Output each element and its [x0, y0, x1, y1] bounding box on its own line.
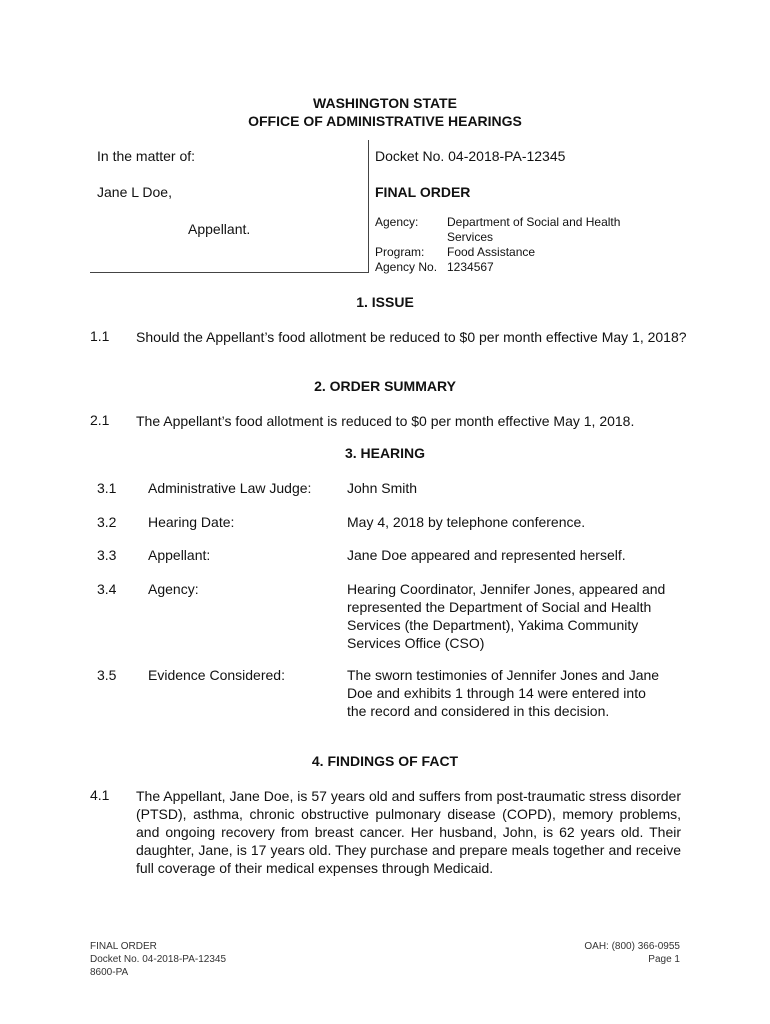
footer-phone: OAH: (800) 366-0955 [584, 941, 680, 952]
order-summary-heading: 2. ORDER SUMMARY [314, 378, 456, 394]
findings-number: 4.1 [90, 787, 110, 803]
hearing-row-label: Appellant: [148, 547, 211, 563]
findings-heading: 4. FINDINGS OF FACT [311, 753, 459, 769]
hearing-row-number: 3.3 [97, 547, 117, 563]
agency-value: Department of Social and Health Services [447, 215, 621, 244]
hearing-row-number: 3.5 [97, 667, 117, 683]
footer-right [584, 940, 680, 966]
hearing-row-number: 3.1 [97, 480, 117, 496]
program-value: Food Assistance [447, 245, 536, 259]
issue-text: Should the Appellant’s food allotment be reduced to $0 per month effective May 1, 2018? [136, 329, 687, 345]
header-state: WASHINGTON STATE [313, 95, 457, 111]
hearing-row-label: Evidence Considered: [148, 667, 285, 683]
program-label: Program: [375, 245, 425, 259]
hearing-row-value: May 4, 2018 by telephone conference. [347, 514, 586, 530]
party-name: Jane L Doe, [97, 184, 172, 200]
summary-text: The Appellant’s food allotment is reduced to $0 per month effective May 1, 2018. [136, 413, 635, 429]
footer-form-number: 8600-PA [90, 967, 129, 978]
footer-docket: Docket No. 04-2018-PA-12345 [90, 954, 227, 965]
caption-left-box [90, 140, 369, 273]
agency-number-value: 1234567 [447, 260, 494, 274]
agency-info [375, 215, 645, 275]
document-header [0, 94, 770, 130]
footer-left [90, 940, 226, 979]
hearing-heading: 3. HEARING [344, 445, 426, 461]
hearing-row-value: The sworn testimonies of Jennifer Jones and Jane Doe and exhibits 1 through 14 were entered into the record and considered in this decision. [347, 667, 660, 719]
in-the-matter-label: In the matter of: [97, 148, 196, 164]
agency-number-label: Agency No. [375, 260, 438, 274]
findings-text: The Appellant, Jane Doe, is 57 years old and suffers from post-traumatic stress disorder (PTSD), asthma, chronic obstructive pulmonary disease (COPD), memory problems, and ongoing recovery from breast cancer. Her husband, John, is 62 years old. Their daughter, Jane, is 17 years old. They purchase and prepare meals together and receive full coverage of their medical expenses through Medicaid. [136, 788, 681, 876]
hearing-row-value: Hearing Coordinator, Jennifer Jones, appeared and represented the Department of Social and Health Services (the Department), Yakima Community Services Office (CSO) [347, 581, 666, 651]
agency-label: Agency: [375, 215, 419, 229]
hearing-row-number: 3.2 [97, 514, 117, 530]
hearing-row-value: John Smith [347, 480, 418, 496]
issue-heading: 1. ISSUE [356, 294, 414, 310]
hearing-row-value: Jane Doe appeared and represented herself. [347, 547, 626, 563]
hearing-row-number: 3.4 [97, 581, 117, 597]
party-role: Appellant. [188, 221, 251, 237]
hearing-row-label: Administrative Law Judge: [148, 480, 312, 496]
footer-page-number: Page 1 [648, 954, 680, 965]
issue-number: 1.1 [90, 328, 110, 344]
hearing-row-label: Hearing Date: [148, 514, 235, 530]
footer-order-title: FINAL ORDER [90, 941, 157, 952]
docket-number: Docket No. 04-2018-PA-12345 [375, 148, 566, 164]
hearing-row-label: Agency: [148, 581, 199, 597]
summary-number: 2.1 [90, 412, 110, 428]
header-office: OFFICE OF ADMINISTRATIVE HEARINGS [248, 113, 522, 129]
order-title: FINAL ORDER [375, 184, 471, 200]
